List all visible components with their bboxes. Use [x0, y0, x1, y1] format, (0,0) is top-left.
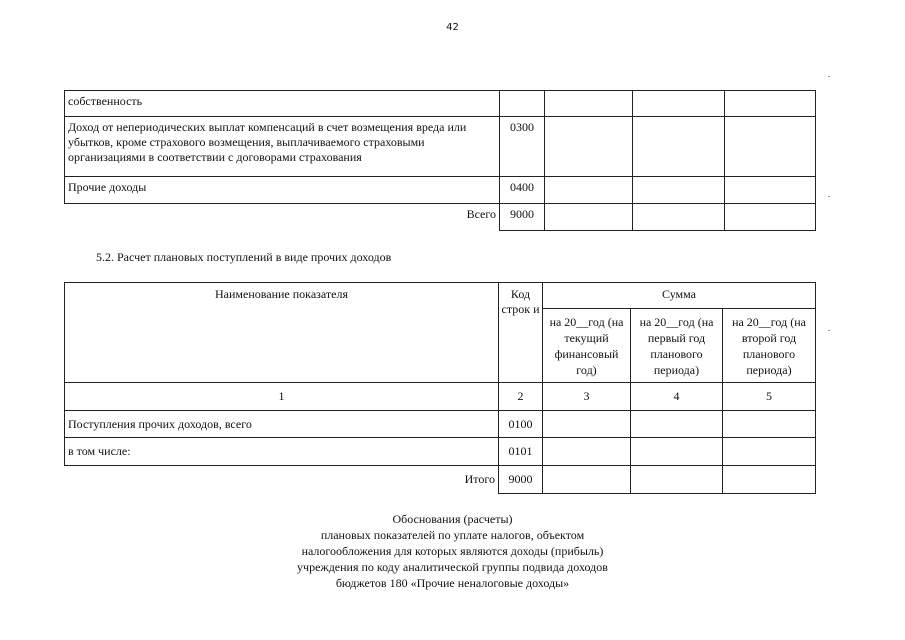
income-table-continued	[64, 90, 816, 231]
page-number: 42	[446, 22, 459, 33]
column-number: 5	[723, 383, 816, 411]
scan-mark	[828, 330, 830, 331]
column-header-year-current: на 20__год (на текущий финансовый год)	[543, 309, 631, 383]
total-row	[65, 466, 816, 494]
column-header-year-first: на 20__год (на первый год планового периода)	[631, 309, 723, 383]
row-label: Поступления прочих доходов, всего	[65, 411, 499, 438]
table-row	[65, 438, 816, 466]
cell-empty	[545, 204, 633, 231]
heading-line: плановых показателей по уплате налогов, объектом	[320, 528, 585, 542]
column-number: 1	[65, 383, 499, 411]
cell-empty	[723, 438, 816, 466]
total-code: 9000	[500, 204, 545, 231]
cell-empty	[725, 91, 816, 117]
cell-empty	[631, 438, 723, 466]
column-number: 2	[499, 383, 543, 411]
column-header-code: Код строк и	[499, 283, 543, 383]
column-header-year-second: на 20__год (на второй год планового периода)	[723, 309, 816, 383]
row-code	[500, 91, 545, 117]
cell-empty	[543, 438, 631, 466]
row-label: собственность	[65, 91, 500, 117]
scan-mark	[828, 196, 830, 197]
section-title: 5.2. Расчет плановых поступлений в виде прочих доходов	[96, 250, 392, 264]
cell-empty	[633, 117, 725, 177]
table-row	[65, 411, 816, 438]
total-row	[65, 204, 816, 231]
cell-empty	[725, 117, 816, 177]
column-number: 3	[543, 383, 631, 411]
cell-empty	[723, 411, 816, 438]
cell-empty	[725, 177, 816, 204]
heading-line: налогообложения для которых являются доходы (прибыль)	[301, 544, 604, 558]
row-code: 0100	[499, 411, 543, 438]
row-code: 0300	[500, 117, 545, 177]
cell-empty	[631, 466, 723, 494]
cell-empty	[633, 91, 725, 117]
table-row	[65, 117, 816, 177]
row-code: 0400	[500, 177, 545, 204]
heading-line: учреждения по коду аналитической группы подвида доходов	[297, 560, 608, 574]
column-number: 4	[631, 383, 723, 411]
scan-mark	[828, 76, 830, 77]
cell-empty	[543, 466, 631, 494]
cell-empty	[545, 177, 633, 204]
heading-line: бюджетов 180 «Прочие неналоговые доходы»	[335, 576, 570, 590]
column-numbers-row	[65, 383, 816, 411]
cell-empty	[723, 466, 816, 494]
cell-empty	[545, 91, 633, 117]
row-label: Доход от непериодических выплат компенсаций в счет возмещения вреда или убытков, кроме страхового возмещения, выплачиваемого страховыми организациями в соответствии с договорами страхования	[65, 117, 500, 177]
table-row	[65, 177, 816, 204]
other-income-table	[64, 282, 816, 494]
total-code: 9000	[499, 466, 543, 494]
cell-empty	[543, 411, 631, 438]
total-label: Итого	[65, 466, 499, 494]
cell-empty	[631, 411, 723, 438]
table-row	[65, 91, 816, 117]
cell-empty	[545, 117, 633, 177]
cell-empty	[633, 177, 725, 204]
column-header-name: Наименование показателя	[65, 283, 499, 383]
total-label: Всего	[65, 204, 500, 231]
justification-heading	[0, 511, 905, 591]
row-code: 0101	[499, 438, 543, 466]
row-label: Прочие доходы	[65, 177, 500, 204]
heading-line: Обоснования (расчеты)	[392, 512, 513, 526]
cell-empty	[633, 204, 725, 231]
header-row	[65, 283, 816, 309]
column-header-sum: Сумма	[543, 283, 816, 309]
cell-empty	[725, 204, 816, 231]
row-label: в том числе:	[65, 438, 499, 466]
